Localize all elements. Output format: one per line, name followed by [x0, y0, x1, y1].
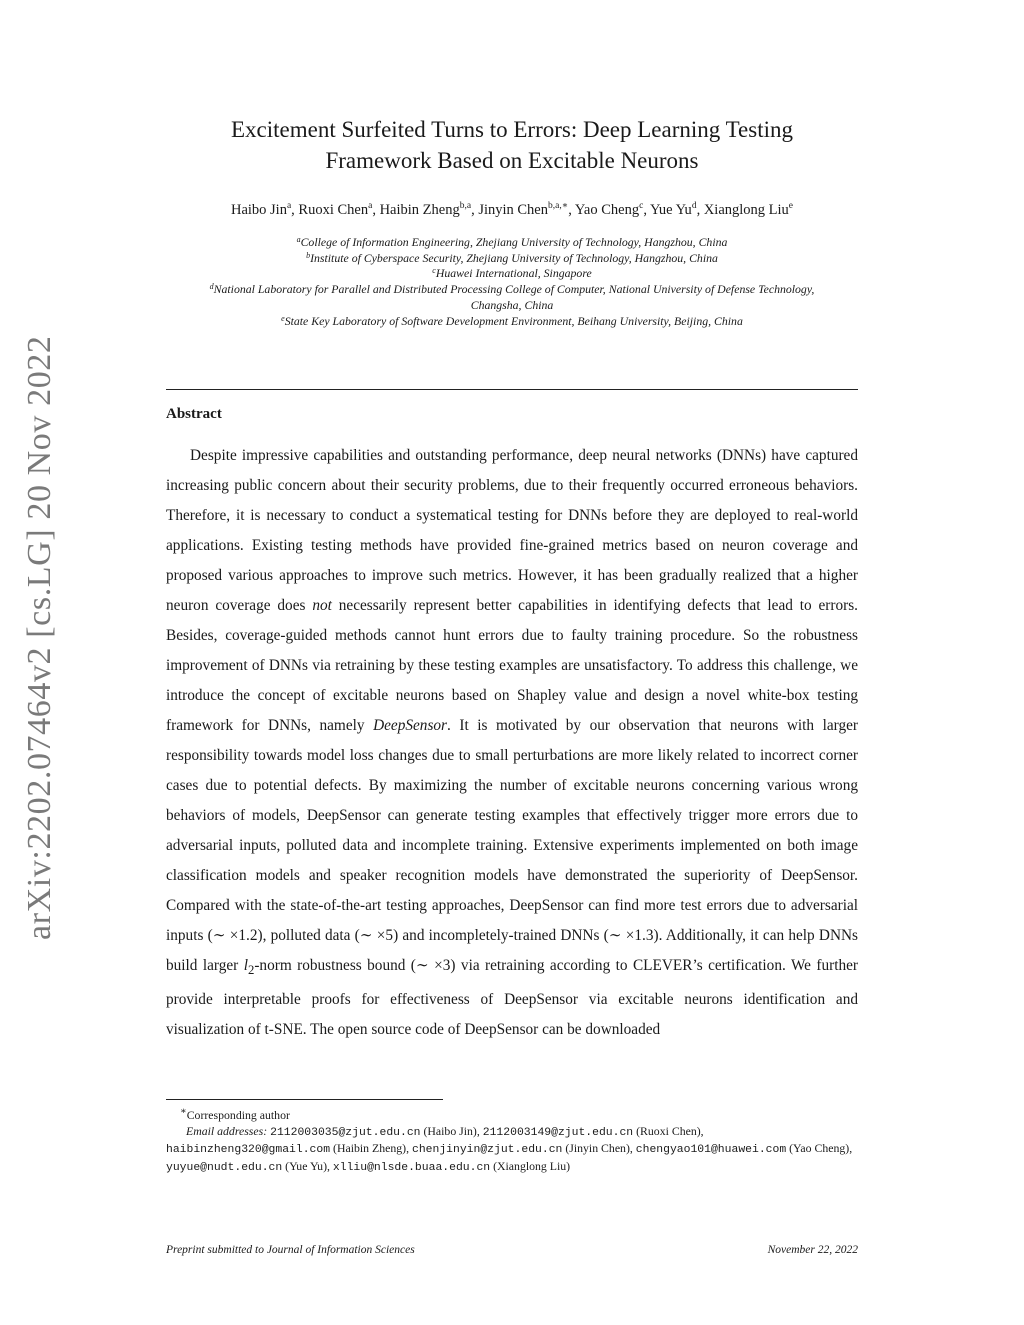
l2-symbol: l	[243, 957, 248, 974]
corresponding-star: ∗	[180, 1106, 187, 1117]
affiliation-item: $^e$State Key Laboratory of Software Development Environment, Beihang University, Beijing, China	[281, 313, 743, 328]
affiliation-item: $^b$Institute of Cyberspace Security, Zhejiang University of Technology, Hangzhou, China	[306, 250, 718, 265]
email-address[interactable]: yuyue@nudt.edu.cn	[166, 1161, 283, 1174]
email-address[interactable]: chenjinyin@zjut.edu.cn	[411, 1144, 563, 1157]
title-line-1: Excitement Surfeited Turns to Errors: Deep Learning Testing	[231, 117, 793, 142]
preprint-date: November 22, 2022	[767, 1244, 858, 1256]
author-affil-mark: b,a	[459, 201, 472, 211]
author-affil-mark: a	[286, 201, 292, 211]
abstract-heading: Abstract	[166, 406, 222, 422]
author-affil-mark: e	[788, 201, 794, 211]
email-label: Email addresses:	[186, 1123, 268, 1138]
author-name: Jinyin Chen	[478, 202, 548, 218]
email-address[interactable]: chengyao101@huawei.com	[635, 1144, 787, 1157]
affiliation-item: $^d$National Laboratory for Parallel and Distributed Processing College of Computer, National University of Defense Technology,	[209, 282, 815, 297]
l2-subscript: 2	[247, 963, 255, 978]
author-affil-mark: b,a,∗	[548, 201, 569, 211]
email-address[interactable]: haibinzheng320@gmail.com	[166, 1144, 331, 1157]
corresponding-author-note: Corresponding author	[186, 1107, 290, 1122]
author-name: Haibin Zheng	[379, 202, 460, 218]
emphasis-not: not	[312, 597, 332, 614]
preprint-note: Preprint submitted to Journal of Information Sciences	[166, 1244, 415, 1256]
footnote: ∗Corresponding author Email addresses: 2112003035@zjut.edu.cn (Haibo Jin), 2112003149@zjut.edu.cn (Ruoxi Chen), haibinzheng320@gmail.com (Haibin Zheng), chenjinyin@zjut.edu.cn (Jinyin Chen), chengyao101@huawei.com (Yao Cheng), yuyue@nudt.edu.cn (Yue Yu), xlliu@nlsde.buaa.edu.cn (Xianglong Liu)	[166, 1106, 853, 1174]
author-affil-mark: a	[368, 201, 373, 211]
author-name: Ruoxi Chen	[298, 202, 369, 218]
email-address[interactable]: 2112003035@zjut.edu.cn	[270, 1126, 421, 1139]
affiliation-item: $^c$Huawei International, Singapore	[432, 266, 592, 281]
affiliation-item: $^a$College of Information Engineering, Zhejiang University of Technology, Hangzhou, China	[296, 235, 728, 249]
affiliation-list	[140, 235, 884, 329]
affiliation-item-continued: Changsha, China	[470, 297, 554, 312]
title-line-2: Framework Based on Excitable Neurons	[325, 148, 699, 173]
author-affil-mark: d	[691, 201, 697, 211]
author-name: Haibo Jin	[230, 202, 287, 218]
method-name: DeepSensor	[373, 717, 447, 734]
author-name: Yue Yu	[650, 202, 692, 218]
author-name: Yao Cheng	[574, 202, 640, 218]
email-address[interactable]: xlliu@nlsde.buaa.edu.cn	[332, 1161, 491, 1174]
abstract-top-rule	[166, 389, 858, 390]
abstract-body: Despite impressive capabilities and outstanding performance, deep neural networks (DNNs) have captured increasing public concern about their security problems, due to their frequently occurred erroneous behaviors. Therefore, it is necessary to conduct a systematical testing for DNNs before they are deployed to real-world applications. Existing testing methods have provided fine-grained metrics based on neuron coverage and proposed various approaches to improve such metrics. However, it has been gradually realized that a higher neuron coverage does not necessarily represent better capabilities in identifying defects that lead to errors. Besides, coverage-guided methods cannot hunt errors due to faulty training procedure. So the robustness improvement of DNNs via retraining by these testing examples are unsatisfactory. To address this challenge, we introduce the concept of excitable neurons based on Shapley value and design a novel white-box testing framework for DNNs, namely DeepSensor. It is motivated by our observation that neurons with larger responsibility towards model loss changes due to small perturbations are more likely related to incorrect corner cases due to potential defects. By maximizing the number of excitable neurons concerning various wrong behaviors of models, DeepSensor can generate testing examples that effectively trigger more errors due to adversarial inputs, polluted data and incomplete training. Extensive experiments implemented on both image classification models and speaker recognition models have demonstrated the superiority of DeepSensor. Compared with the state-of-the-art testing approaches, DeepSensor can find more test errors due to adversarial inputs (∼ ×1.2), polluted data (∼ ×5) and incompletely-trained DNNs (∼ ×1.3). Additionally, it can help DNNs build larger $l_2$-norm robustness bound (∼ ×3) via retraining according to CLEVER’s certification. We further provide interpretable proofs for effectiveness of DeepSensor via excitable neurons identification and visualization of t-SNE. The open source code of DeepSensor can be downloaded	[166, 447, 859, 1039]
author-affil-mark: c	[639, 201, 644, 211]
email-address[interactable]: 2112003149@zjut.edu.cn	[482, 1126, 634, 1139]
arxiv-identifier: arXiv:2202.07464v2 [cs.LG] 20 Nov 2022	[21, 335, 58, 940]
paper-title	[150, 114, 874, 176]
author-list: Haibo Jin$^a$, Ruoxi Chen$^a$, Haibin Zheng$^{b,a}$, Jinyin Chen$^{b,a,∗}$, Yao Cheng$^c$, Yue Yu$^d$, Xianglong Liu$^e$	[230, 201, 794, 218]
footnote-rule	[166, 1099, 443, 1100]
author-name: Xianglong Liu	[703, 202, 789, 218]
